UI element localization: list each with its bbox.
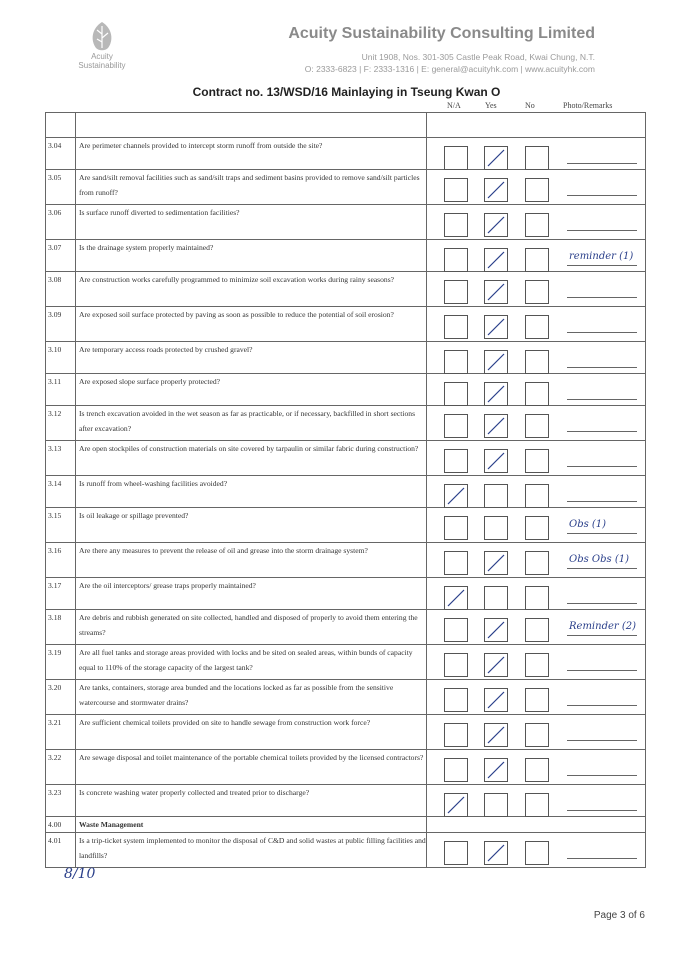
item-question: Are sufficient chemical toilets provided on site to handle sewage from construction work force? [76,715,427,750]
handwritten-tick-icon [445,794,467,816]
item-number: 3.11 [46,374,76,406]
handwritten-tick-icon [445,485,467,507]
item-number: 3.21 [46,715,76,750]
item-question: Are all fuel tanks and storage areas provided with locks and be sited on sealed areas, within bunds of capacity equal to 110% of the storage capacity of the largest tank? [76,645,427,680]
answer-cell [427,205,646,240]
checkbox-no[interactable] [525,841,549,865]
remarks-line [567,568,637,569]
checkbox-no[interactable] [525,793,549,817]
item-question: Are there any measures to prevent the release of oil and grease into the storm drainage system? [76,543,427,578]
checkbox-na[interactable] [444,793,468,817]
handwritten-tick-icon [485,316,507,338]
item-number: 3.10 [46,342,76,374]
handwritten-remark: Reminder (2) [569,621,637,632]
item-question: Are debris and rubbish generated on site collected, handled and disposed of properly to avoid them entering the streams? [76,610,427,645]
answer-cell [427,817,646,833]
checkbox-no[interactable] [525,414,549,438]
answer-cell [427,272,646,307]
answer-cell [427,785,646,817]
item-question: Are tanks, containers, storage area bunded and the locations locked as far as possible from the sensitive watercourse and stormwater drains? [76,680,427,715]
checkbox-na[interactable] [444,758,468,782]
handwritten-tick-icon [485,619,507,641]
checklist-table [45,112,646,868]
checklist-body [46,113,646,868]
table-row [46,205,646,240]
logo-text-2: Sustainability [78,61,126,70]
contact-line: O: 2333-6823 | F: 2333-1316 | E: general@acuityhk.com | www.acuityhk.com [304,64,595,74]
checkbox-na[interactable] [444,484,468,508]
table-row [46,240,646,272]
checkbox-no[interactable] [525,449,549,473]
remarks-line [567,367,637,368]
handwritten-tick-icon [485,654,507,676]
checkbox-yes[interactable] [484,414,508,438]
remarks-line [567,635,637,636]
handwritten-tick-icon [485,147,507,169]
table-row [46,441,646,476]
checkbox-na[interactable] [444,382,468,406]
remarks-line [567,163,637,164]
checkbox-na[interactable] [444,280,468,304]
item-number: 3.12 [46,406,76,441]
remarks-line [567,195,637,196]
item-number: 3.09 [46,307,76,342]
checkbox-yes[interactable] [484,449,508,473]
item-question: Are exposed slope surface properly protected? [76,374,427,406]
checkbox-no[interactable] [525,178,549,202]
table-row [46,307,646,342]
handwritten-tick-icon [485,552,507,574]
checkbox-na[interactable] [444,688,468,712]
table-row [46,715,646,750]
col-header-yes: Yes [485,101,497,110]
checkbox-no[interactable] [525,618,549,642]
table-row [46,374,646,406]
table-row [46,578,646,610]
checkbox-no[interactable] [525,350,549,374]
answer-cell [427,543,646,578]
checkbox-no[interactable] [525,146,549,170]
handwritten-tick-icon [485,281,507,303]
checkbox-na[interactable] [444,178,468,202]
handwritten-tick-icon [445,587,467,609]
remarks-line [567,431,637,432]
remarks-line [567,810,637,811]
table-row [46,750,646,785]
handwritten-tick-icon [485,179,507,201]
item-question: Is trench excavation avoided in the wet season as far as practicable, or if necessary, backfilled in short sections after excavation? [76,406,427,441]
checkbox-na[interactable] [444,350,468,374]
checkbox-yes[interactable] [484,178,508,202]
item-number: 3.05 [46,170,76,205]
remarks-line [567,466,637,467]
answer-cell [427,508,646,543]
answer-cell [427,715,646,750]
answer-cell [427,406,646,441]
remarks-line [567,501,637,502]
checkbox-na[interactable] [444,248,468,272]
item-number: 4.00 [46,817,76,833]
leaf-logo-icon [87,20,117,52]
checkbox-na[interactable] [444,315,468,339]
table-row [46,272,646,307]
item-question: Is the drainage system properly maintained? [76,240,427,272]
table-row [46,476,646,508]
answer-cell [427,578,646,610]
remarks-line [567,740,637,741]
table-row [46,785,646,817]
col-header-na: N/A [447,101,461,110]
table-row [46,342,646,374]
handwritten-tick-icon [485,689,507,711]
checkbox-yes[interactable] [484,315,508,339]
item-number: 3.22 [46,750,76,785]
table-row [46,833,646,868]
checkbox-yes[interactable] [484,280,508,304]
item-number: 3.20 [46,680,76,715]
table-blank-row [46,113,646,138]
answer-cell [427,833,646,868]
checkbox-yes[interactable] [484,758,508,782]
checkbox-yes[interactable] [484,653,508,677]
checkbox-yes[interactable] [484,586,508,610]
item-number: 3.06 [46,205,76,240]
checkbox-na[interactable] [444,551,468,575]
col-header-remarks: Photo/Remarks [563,101,613,110]
checkbox-na[interactable] [444,653,468,677]
item-number: 3.08 [46,272,76,307]
table-row [46,817,646,833]
checkbox-yes[interactable] [484,350,508,374]
item-number: 3.04 [46,138,76,170]
checkbox-yes[interactable] [484,723,508,747]
item-number: 3.13 [46,441,76,476]
checkbox-na[interactable] [444,146,468,170]
checkbox-no[interactable] [525,688,549,712]
checkbox-yes[interactable] [484,618,508,642]
remarks-line [567,775,637,776]
answer-cell [427,240,646,272]
checkbox-na[interactable] [444,841,468,865]
checkbox-yes[interactable] [484,516,508,540]
checkbox-yes[interactable] [484,248,508,272]
item-number: 3.19 [46,645,76,680]
item-question: Is oil leakage or spillage prevented? [76,508,427,543]
item-number: 3.18 [46,610,76,645]
answer-cell [427,750,646,785]
item-number: 3.16 [46,543,76,578]
table-row [46,645,646,680]
checkbox-no[interactable] [525,516,549,540]
item-number: 3.15 [46,508,76,543]
handwritten-tick-icon [485,724,507,746]
handwritten-tick-icon [485,351,507,373]
answer-cell [427,645,646,680]
remarks-line [567,858,637,859]
item-question: Are open stockpiles of construction materials on site covered by tarpaulin or similar fabric during construction? [76,441,427,476]
table-row [46,170,646,205]
item-question: Is concrete washing water properly collected and treated prior to discharge? [76,785,427,817]
table-row [46,610,646,645]
handwritten-tick-icon [485,383,507,405]
contract-title: Contract no. 13/WSD/16 Mainlaying in Tseung Kwan O [192,85,501,99]
answer-cell [427,610,646,645]
handwritten-tick-icon [485,415,507,437]
handwritten-tick-icon [485,450,507,472]
handwritten-remark: Obs Obs (1) [569,554,629,565]
checkbox-yes[interactable] [484,146,508,170]
item-number: 3.17 [46,578,76,610]
checkbox-na[interactable] [444,213,468,237]
answer-cell [427,476,646,508]
item-question: Are construction works carefully programmed to minimize soil excavation works during rainy seasons? [76,272,427,307]
remarks-line [567,230,637,231]
item-question: Are perimeter channels provided to intercept storm runoff from outside the site? [76,138,427,170]
checkbox-no[interactable] [525,586,549,610]
checkbox-no[interactable] [525,315,549,339]
checkbox-no[interactable] [525,484,549,508]
item-question: Are sewage disposal and toilet maintenance of the portable chemical toilets provided by the licensed contractors? [76,750,427,785]
checkbox-yes[interactable] [484,213,508,237]
item-number: 3.23 [46,785,76,817]
item-question: Are the oil interceptors/ grease traps properly maintained? [76,578,427,610]
checkbox-na[interactable] [444,618,468,642]
handwritten-remark: Obs (1) [569,519,607,530]
checkbox-yes[interactable] [484,688,508,712]
table-row [46,406,646,441]
table-row [46,138,646,170]
handwritten-tick-icon [485,759,507,781]
remarks-line [567,332,637,333]
checkbox-yes[interactable] [484,382,508,406]
answer-cell [427,374,646,406]
remarks-line [567,670,637,671]
handwritten-score: 8/10 [64,866,96,882]
remarks-line [567,603,637,604]
checkbox-no[interactable] [525,280,549,304]
checkbox-no[interactable] [525,758,549,782]
item-number: 4.01 [46,833,76,868]
checkbox-yes[interactable] [484,484,508,508]
item-question: Are sand/silt removal facilities such as sand/silt traps and sediment basins provided to remove sand/silt particles from runoff? [76,170,427,205]
answer-cell [427,307,646,342]
checkbox-no[interactable] [525,653,549,677]
item-number: 3.07 [46,240,76,272]
handwritten-remark: reminder (1) [569,251,634,262]
answer-cell [427,441,646,476]
address-line: Unit 1908, Nos. 301-305 Castle Peak Road, Kwai Chung, N.T. [361,52,595,62]
company-name: Acuity Sustainability Consulting Limited [288,25,595,42]
item-question: Is runoff from wheel-washing facilities avoided? [76,476,427,508]
remarks-line [567,399,637,400]
letterhead [0,0,693,90]
item-number: 3.14 [46,476,76,508]
remarks-line [567,705,637,706]
checkbox-no[interactable] [525,213,549,237]
handwritten-tick-icon [485,249,507,271]
remarks-line [567,265,637,266]
logo-text-1: Acuity [91,52,113,61]
answer-cell [427,138,646,170]
item-question: Is surface runoff diverted to sedimentation facilities? [76,205,427,240]
answer-cell [427,680,646,715]
checkbox-no[interactable] [525,723,549,747]
item-question: Are exposed soil surface protected by paving as soon as possible to reduce the potential of soil erosion? [76,307,427,342]
answer-cell [427,342,646,374]
checkbox-na[interactable] [444,723,468,747]
checkbox-na[interactable] [444,586,468,610]
checkbox-no[interactable] [525,551,549,575]
checkbox-na[interactable] [444,516,468,540]
checkbox-yes[interactable] [484,793,508,817]
handwritten-tick-icon [485,842,507,864]
checkbox-yes[interactable] [484,551,508,575]
remarks-line [567,533,637,534]
col-header-no: No [525,101,535,110]
checkbox-yes[interactable] [484,841,508,865]
checkbox-na[interactable] [444,449,468,473]
table-row [46,680,646,715]
table-row [46,543,646,578]
item-question: Waste Management [76,817,427,833]
table-row [46,508,646,543]
item-question: Is a trip-ticket system implemented to monitor the disposal of C&D and solid wastes at public filling facilities and landfills? [76,833,427,868]
answer-cell [427,170,646,205]
page-number: Page 3 of 6 [593,910,645,921]
checkbox-no[interactable] [525,382,549,406]
item-question: Are temporary access roads protected by crushed gravel? [76,342,427,374]
company-logo [62,20,142,80]
handwritten-tick-icon [485,214,507,236]
company-address [305,51,595,75]
checkbox-no[interactable] [525,248,549,272]
remarks-line [567,297,637,298]
checkbox-na[interactable] [444,414,468,438]
